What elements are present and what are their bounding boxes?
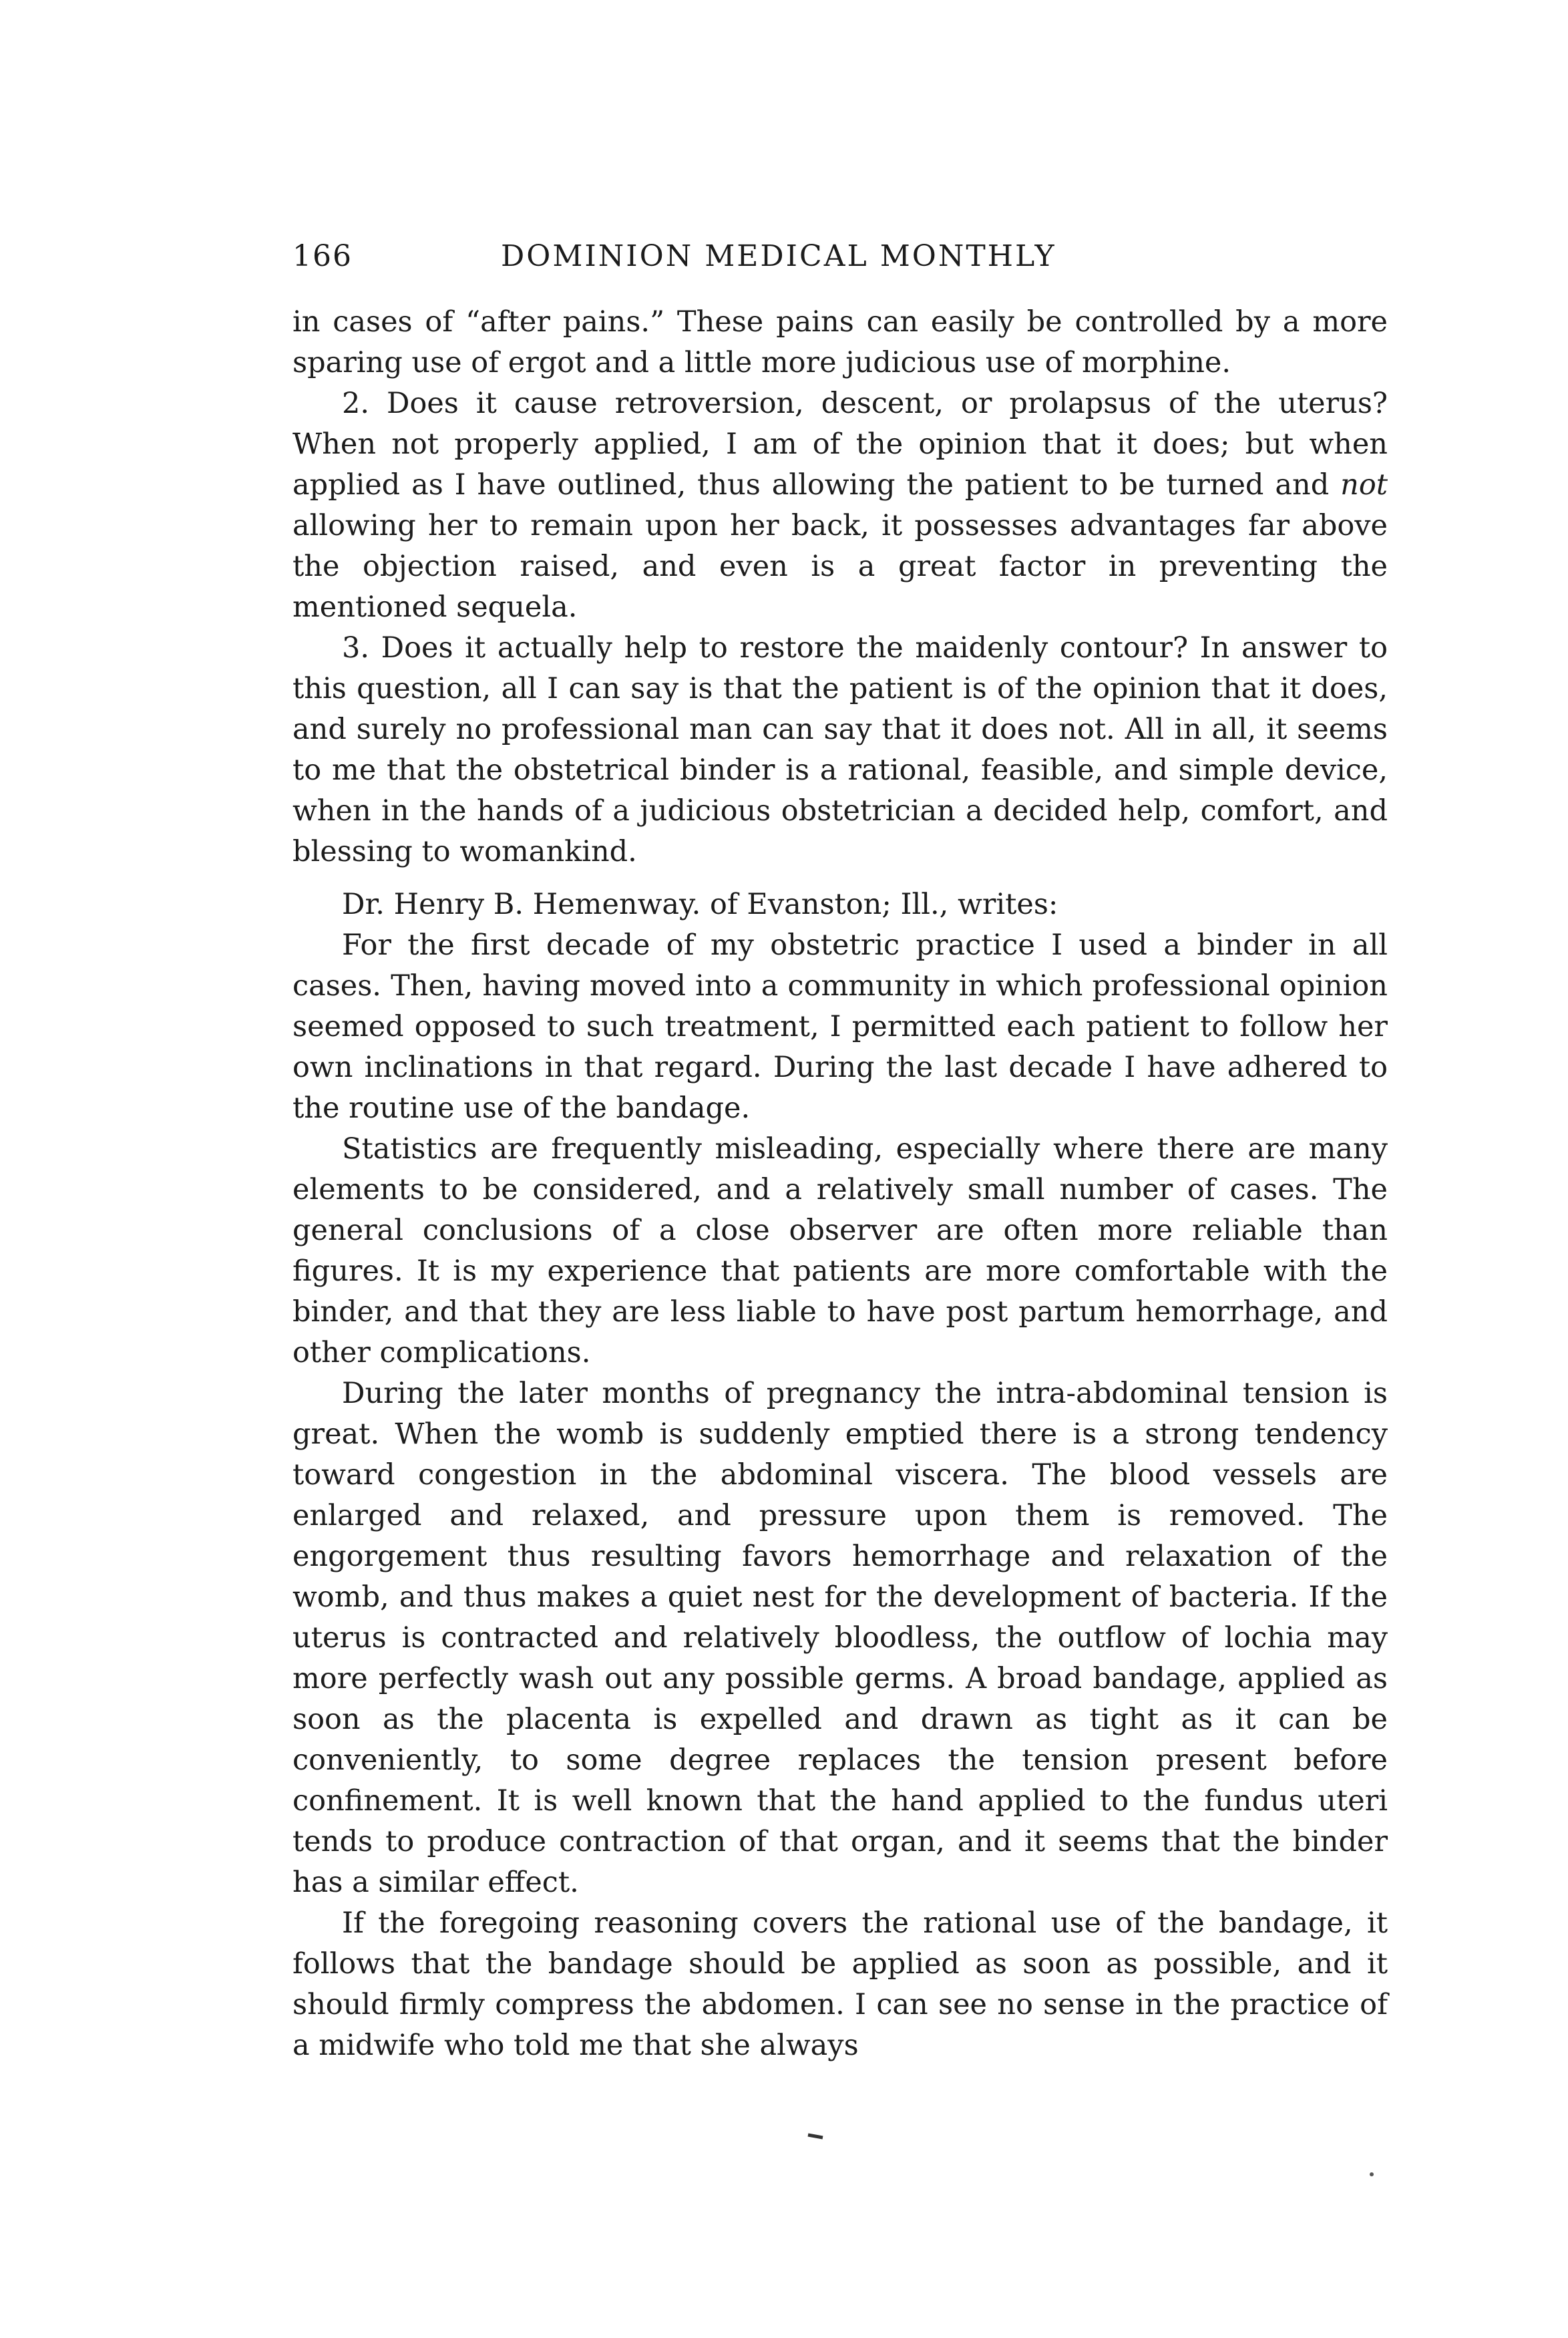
paragraph-pregnancy-tension: During the later months of pregnancy the intra-abdominal tension is great. When the womb is suddenly emptied there is a strong tendency toward congestion in the abdominal viscera. The blood vessels are enlarged and relaxed, and pressure upon them is removed. The engorgement thus resulting favors hemorrhage and relaxation of the womb, and thus makes a quiet nest for the development of bacteria. If the uterus is contracted and relatively bloodless, the outflow of lochia may more perfectly wash out any possible germs. A broad bandage, applied as soon as the placenta is expelled and drawn as tight as it can be conveniently, to some degree replaces the tension present before confinement. It is well known that the hand applied to the fundus uteri tends to produce contraction of that organ, and it seems that the binder has a similar effect. xyxy=(292,1377,1388,1899)
emphasis-not: not xyxy=(1340,468,1388,502)
running-header xyxy=(292,239,1388,290)
article-body xyxy=(292,302,1388,2066)
ink-dot-mark xyxy=(1370,2172,1374,2176)
book-page xyxy=(292,239,1388,2066)
paragraph-hemenway-intro: Dr. Henry B. Hemenway. of Evanston; Ill., writes: xyxy=(342,888,1058,921)
paragraph-after-pains: in cases of “after pains.” These pains can easily be controlled by a more sparing use of ergot and a little more judicious use of morphine. xyxy=(292,305,1388,379)
question-2-text-b: allowing her to remain upon her back, it possesses advantages far above the objection raised, and even is a great factor in preventing the mentioned sequela. xyxy=(292,509,1388,624)
paragraph-foregoing-reasoning: If the foregoing reasoning covers the rational use of the bandage, it follows that the bandage should be applied as soon as possible, and it should firmly compress the abdomen. I can see no sense in the practice of a midwife who told me that she always xyxy=(292,1906,1388,2062)
paragraph-question-2 xyxy=(292,383,1388,628)
paragraph-question-3: 3. Does it actually help to restore the maidenly contour? In answer to this question, all I can say is that the patient is of the opinion that it does, and surely no professional man can say that it does not. All in all, it seems to me that the obstetrical binder is a rational, feasible, and simple device, when in the hands of a judicious obstetrician a decided help, comfort, and blessing to womankind. xyxy=(292,631,1388,868)
journal-title: DOMINION MEDICAL MONTHLY xyxy=(501,239,1056,273)
page-number: 166 xyxy=(292,239,353,273)
question-2-text-a: 2. Does it cause retroversion, descent, or prolapsus of the uterus? When not properly applied, I am of the opinion that it does; but when applied as I have outlined, thus allowing the patient to be turned and xyxy=(292,387,1388,502)
paragraph-first-decade: For the first decade of my obstetric practice I used a binder in all cases. Then, having moved into a community in which professional opinion seemed opposed to such treatment, I permitted each patient to follow her own inclinations in that regard. During the last decade I have adhered to the routine use of the bandage. xyxy=(292,929,1388,1125)
paragraph-statistics: Statistics are frequently misleading, especially where there are many elements to be considered, and a relatively small number of cases. The general conclusions of a close observer are often more reliable than figures. It is my experience that patients are more comfortable with the binder, and that they are less liable to have post partum hemorrhage, and other complications. xyxy=(292,1132,1388,1369)
ink-speck-mark xyxy=(808,2135,823,2138)
